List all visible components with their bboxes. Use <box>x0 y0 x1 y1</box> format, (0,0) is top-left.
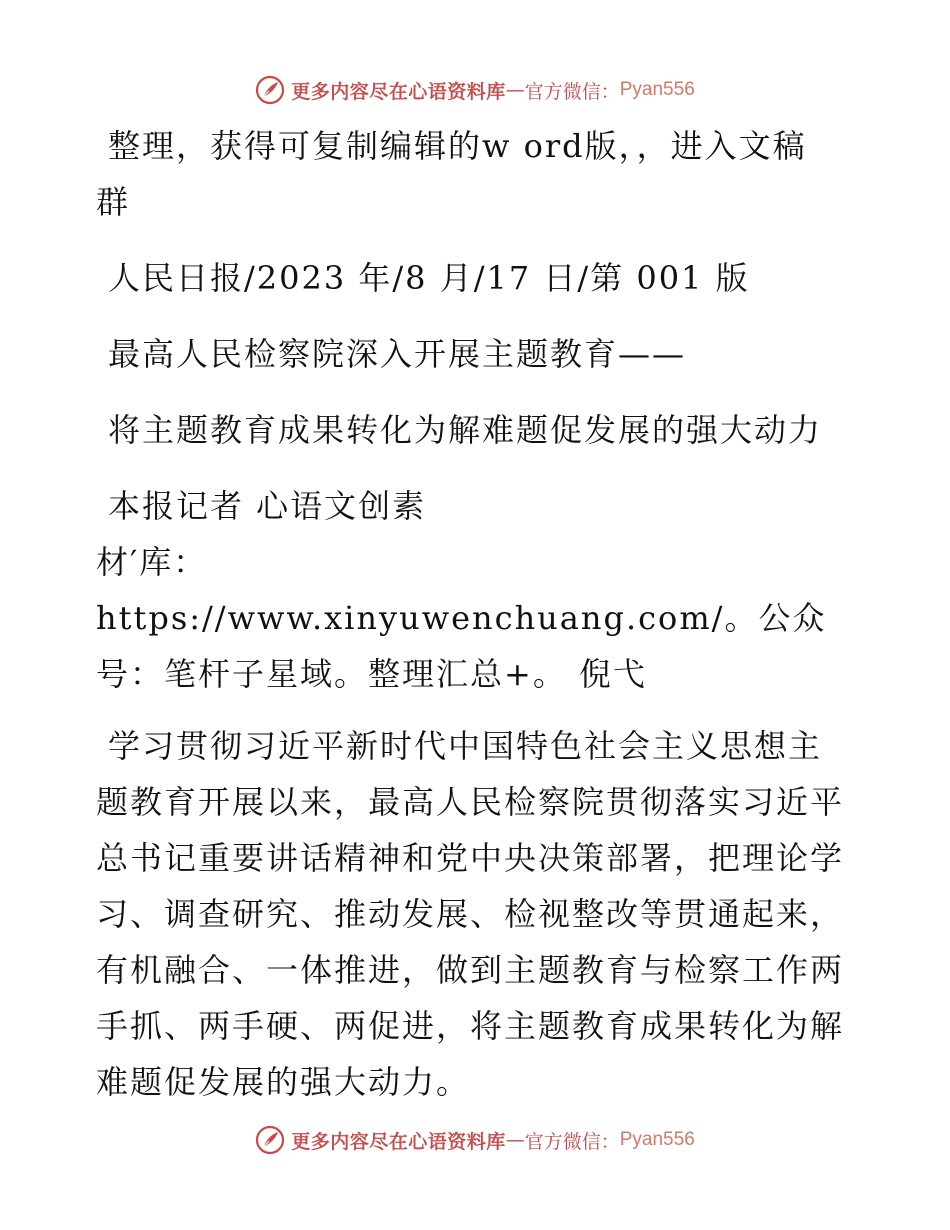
paragraph-line: 题教育开展以来，最高人民检察院贯彻落实习近平 <box>96 783 845 821</box>
intro-line-1: 整理，获得可复制编辑的w ord版，，进入文稿 <box>108 127 807 165</box>
quill-logo-icon <box>255 75 285 105</box>
public-account-line: 号：笔杆子星域。整理汇总+。 倪弋 <box>96 655 647 693</box>
document-body <box>96 118 856 1110</box>
footer-banner <box>0 1120 950 1160</box>
header-banner <box>0 70 950 110</box>
paragraph-line: 有机融合、一体推进，做到主题教育与检察工作两 <box>96 951 845 989</box>
intro-line-2: 群 <box>96 183 131 221</box>
reporter-line: 本报记者 心语文创素 <box>108 487 427 525</box>
banner-wechat-label: 官方微信： <box>524 80 620 103</box>
paragraph-line: 总书记重要讲话精神和党中央决策部署，把理论学 <box>96 839 845 877</box>
headline-2: 将主题教育成果转化为解难题促发展的强大动力 <box>108 411 823 449</box>
paragraph-line: 难题促发展的强大动力。 <box>96 1063 471 1101</box>
banner-dash: — <box>505 79 525 101</box>
banner-wechat-label: 官方微信： <box>524 1130 620 1153</box>
banner-wechat-id: Pyan556 <box>619 1129 695 1150</box>
url-line: 材′库：https://www.xinyuwenchuang.com/。公众 <box>96 543 827 637</box>
quill-logo-icon <box>255 1125 285 1155</box>
banner-dash: — <box>505 1129 525 1151</box>
headline-1: 最高人民检察院深入开展主题教育—— <box>108 335 687 373</box>
banner-lead-text: 更多内容尽在心语资料库 <box>291 80 506 103</box>
paragraph-line: 手抓、两手硬、两促进，将主题教育成果转化为解 <box>96 1007 845 1045</box>
banner-wechat-id: Pyan556 <box>619 79 695 100</box>
paragraph-line: 学习贯彻习近平新时代中国特色社会主义思想主 <box>108 727 823 765</box>
paragraph-line: 习、调查研究、推动发展、检视整改等贯通起来， <box>96 895 845 933</box>
source-line: 人民日报/2023 年/8 月/17 日/第 001 版 <box>108 259 750 297</box>
banner-lead-text: 更多内容尽在心语资料库 <box>291 1130 506 1153</box>
